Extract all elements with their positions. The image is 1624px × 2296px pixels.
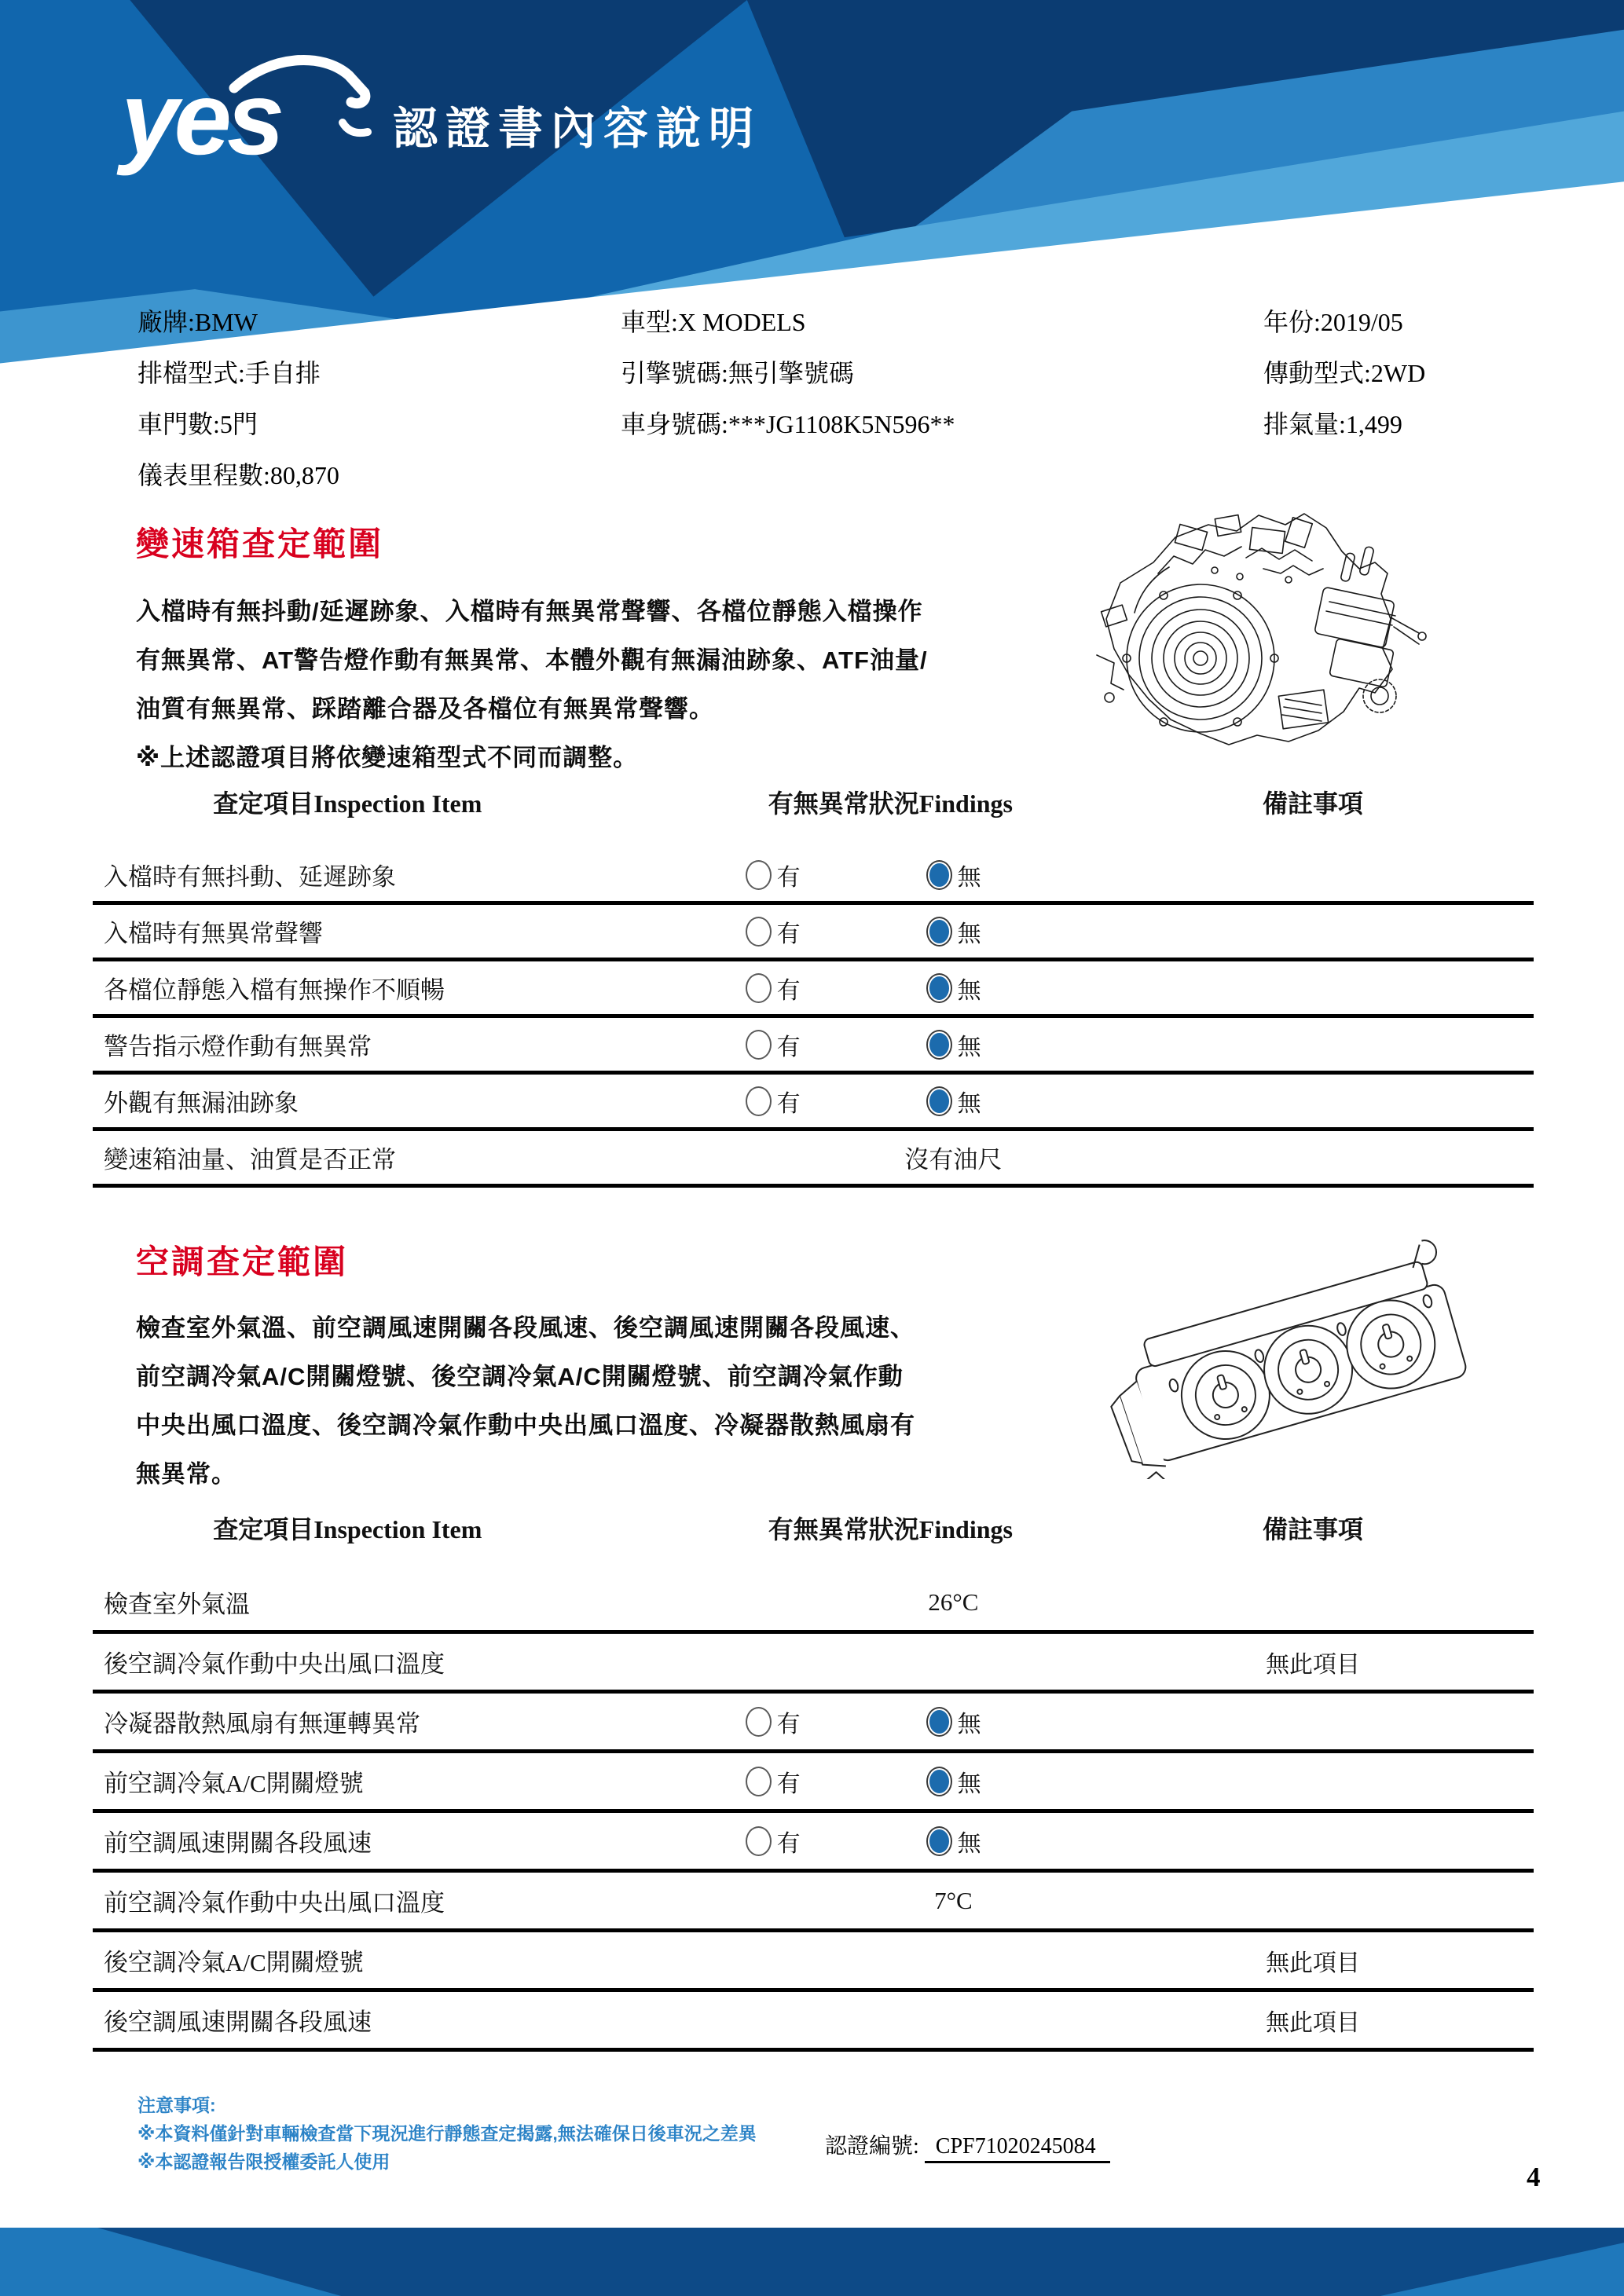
remark-value: 無此項目 — [1266, 1950, 1361, 1976]
radio-option-label: 無 — [957, 1034, 981, 1060]
ac-table — [93, 1510, 1534, 2052]
description-line: 前空調冷氣A/C開關燈號、後空調冷氣A/C開關燈號、前空調冷氣作動 — [136, 1363, 904, 1390]
certificate-number-line — [825, 2129, 1110, 2160]
findings-value: 26°C — [928, 1587, 979, 1616]
description-line: 油質有無異常、踩踏離合器及各檔位有無異常聲響。 — [136, 695, 714, 723]
table-row — [93, 1932, 1534, 1992]
radio-selected-icon — [926, 1826, 952, 1856]
radio-option-none[interactable] — [926, 1824, 981, 1858]
inspection-item-label: 後空調冷氣作動中央出風口溫度 — [104, 1650, 445, 1678]
info-line: 車門數:5門 — [137, 410, 258, 438]
radio-option-label: 有 — [776, 1711, 801, 1738]
radio-selected-icon — [926, 1030, 952, 1060]
inspection-item-label: 入檔時有無異常聲響 — [104, 920, 323, 947]
inspection-item-label: 變速箱油量、油質是否正常 — [104, 1146, 396, 1174]
radio-selected-icon — [926, 1707, 952, 1737]
col-header-findings: 有無異常狀況Findings — [768, 1515, 1013, 1543]
certificate-number-label: 認證編號: — [825, 2134, 919, 2159]
radio-unselected-icon — [746, 917, 772, 947]
table-row — [93, 848, 1534, 905]
radio-option-has[interactable] — [746, 1764, 801, 1799]
table-row — [93, 1992, 1534, 2052]
findings-radio-group — [713, 1824, 1203, 1858]
footer-band — [0, 2228, 1624, 2296]
table-row — [93, 1634, 1534, 1694]
table-row — [93, 1131, 1534, 1188]
radio-option-label: 有 — [776, 864, 801, 891]
description-line: ※上述認證項目將依變速箱型式不同而調整。 — [136, 744, 639, 771]
info-line: 傳動型式:2WD — [1263, 359, 1426, 387]
info-line: 廠牌:BMW — [137, 308, 258, 336]
col-header-item: 查定項目Inspection Item — [213, 1515, 482, 1543]
table-row — [93, 1753, 1534, 1813]
transmission-table — [93, 784, 1534, 1188]
radio-option-label: 無 — [957, 1711, 981, 1738]
table-row — [93, 1018, 1534, 1075]
radio-unselected-icon — [746, 1826, 772, 1856]
note-line: ※本資料僅針對車輛檢查當下現況進行靜態查定揭露,無法確保日後車況之差異 — [137, 2123, 757, 2144]
radio-option-none[interactable] — [926, 914, 981, 949]
notes-title: 注意事項: — [137, 2095, 216, 2115]
info-line: 年份:2019/05 — [1263, 308, 1403, 336]
radio-option-none[interactable] — [926, 1027, 981, 1062]
radio-unselected-icon — [746, 1707, 772, 1737]
radio-option-has[interactable] — [746, 1824, 801, 1858]
remark-value: 無此項目 — [1266, 2009, 1361, 2036]
radio-option-label: 無 — [957, 1830, 981, 1857]
table-row — [93, 1813, 1534, 1873]
ac-section-description — [136, 1304, 915, 1499]
description-line: 檢查室外氣溫、前空調風速開關各段風速、後空調風速開關各段風速、 — [136, 1314, 915, 1342]
col-header-findings: 有無異常狀況Findings — [768, 789, 1013, 818]
radio-unselected-icon — [746, 1086, 772, 1116]
inspection-item-label: 後空調冷氣A/C開關燈號 — [104, 1949, 364, 1976]
info-line: 排氣量:1,499 — [1263, 410, 1402, 438]
ac-control-illustration — [1094, 1208, 1491, 1479]
findings-value: 7°C — [934, 1886, 973, 1914]
vehicle-info-col2 — [621, 297, 955, 450]
page-number: 4 — [1527, 2162, 1541, 2192]
inspection-item-label: 前空調風速開關各段風速 — [104, 1829, 372, 1857]
col-header-remarks: 備註事項 — [1263, 1515, 1364, 1543]
radio-option-label: 有 — [776, 1771, 801, 1797]
findings-radio-group — [713, 1084, 1203, 1119]
findings-radio-group — [713, 858, 1203, 892]
ac-table-body — [93, 1574, 1534, 2052]
inspection-item-label: 後空調風速開關各段風速 — [104, 2009, 372, 2036]
findings-radio-group — [713, 1027, 1203, 1062]
findings-radio-group — [713, 1764, 1203, 1799]
radio-option-none[interactable] — [926, 1084, 981, 1119]
findings-radio-group — [713, 1705, 1203, 1739]
radio-option-has[interactable] — [746, 914, 801, 949]
table-row — [93, 1694, 1534, 1753]
table-row — [93, 905, 1534, 961]
radio-option-none[interactable] — [926, 971, 981, 1005]
radio-selected-icon — [926, 973, 952, 1003]
transmission-table-body — [93, 848, 1534, 1188]
findings-radio-group — [713, 971, 1203, 1005]
notes-lines — [137, 2119, 757, 2176]
page-title: 認證書內容說明 — [393, 104, 761, 154]
radio-selected-icon — [926, 917, 952, 947]
info-line: 儀表里程數:80,870 — [137, 461, 339, 489]
radio-option-label: 有 — [776, 1090, 801, 1117]
description-line: 有無異常、AT警告燈作動有無異常、本體外觀有無漏油跡象、ATF油量/ — [136, 646, 928, 674]
info-line: 車身號碼:***JG1108K5N596** — [621, 410, 955, 438]
certificate-number-value: CPF71020245084 — [925, 2134, 1110, 2163]
transmission-section-title: 變速箱查定範圍 — [136, 525, 384, 562]
transmission-section-description — [136, 588, 928, 782]
radio-option-none[interactable] — [926, 858, 981, 892]
radio-option-has[interactable] — [746, 971, 801, 1005]
table-header-row — [93, 1510, 1534, 1574]
notes-block — [137, 2091, 757, 2176]
radio-selected-icon — [926, 1086, 952, 1116]
inspection-item-label: 入檔時有無抖動、延遲跡象 — [104, 863, 396, 891]
radio-option-label: 無 — [957, 1090, 981, 1117]
table-row — [93, 1075, 1534, 1131]
note-line: ※本認證報告限授權委託人使用 — [137, 2151, 390, 2172]
radio-option-none[interactable] — [926, 1705, 981, 1739]
radio-unselected-icon — [746, 973, 772, 1003]
vehicle-info-col1 — [137, 297, 339, 501]
transmission-illustration — [1083, 501, 1432, 760]
inspection-item-label: 警告指示燈作動有無異常 — [104, 1033, 372, 1060]
findings-radio-group — [713, 914, 1203, 949]
col-header-item: 查定項目Inspection Item — [213, 789, 482, 818]
radio-option-has[interactable] — [746, 858, 801, 892]
radio-unselected-icon — [746, 1767, 772, 1796]
radio-option-label: 有 — [776, 921, 801, 947]
table-row — [93, 1574, 1534, 1634]
inspection-item-label: 前空調冷氣A/C開關燈號 — [104, 1770, 364, 1797]
info-line: 排檔型式:手自排 — [137, 359, 321, 387]
vehicle-info-col3 — [1263, 297, 1425, 450]
table-row — [93, 1873, 1534, 1932]
inspection-item-label: 檢查室外氣溫 — [104, 1591, 250, 1618]
remark-value: 無此項目 — [1266, 1651, 1361, 1678]
col-header-remarks: 備註事項 — [1263, 789, 1364, 818]
logo-text: yes — [121, 60, 280, 176]
info-line: 車型:X MODELS — [621, 308, 806, 336]
radio-option-label: 無 — [957, 864, 981, 891]
inspection-item-label: 前空調冷氣作動中央出風口溫度 — [104, 1889, 445, 1917]
radio-unselected-icon — [746, 860, 772, 890]
radio-option-label: 有 — [776, 1830, 801, 1857]
radio-option-label: 有 — [776, 977, 801, 1004]
radio-option-has[interactable] — [746, 1705, 801, 1739]
inspection-item-label: 冷凝器散熱風扇有無運轉異常 — [104, 1710, 420, 1738]
findings-value: 沒有油尺 — [904, 1146, 1003, 1174]
radio-option-label: 無 — [957, 921, 981, 947]
inspection-item-label: 各檔位靜態入檔有無操作不順暢 — [104, 976, 445, 1004]
logo-wheel-icon — [343, 123, 368, 133]
radio-selected-icon — [926, 1767, 952, 1796]
description-line: 中央出風口溫度、後空調冷氣作動中央出風口溫度、冷凝器散熱風扇有 — [136, 1412, 915, 1439]
radio-selected-icon — [926, 860, 952, 890]
radio-option-label: 無 — [957, 977, 981, 1004]
radio-option-has[interactable] — [746, 1027, 801, 1062]
description-line: 入檔時有無抖動/延遲跡象、入檔時有無異常聲響、各檔位靜態入檔操作 — [136, 598, 923, 625]
inspection-item-label: 外觀有無漏油跡象 — [104, 1089, 299, 1117]
yes-logo — [116, 44, 383, 181]
ac-section-title: 空調查定範圍 — [136, 1243, 349, 1280]
info-line: 引擎號碼:無引擎號碼 — [621, 359, 854, 387]
description-line: 無異常。 — [136, 1460, 236, 1488]
radio-option-none[interactable] — [926, 1764, 981, 1799]
table-header-row — [93, 784, 1534, 848]
table-row — [93, 961, 1534, 1018]
radio-unselected-icon — [746, 1030, 772, 1060]
radio-option-has[interactable] — [746, 1084, 801, 1119]
radio-option-label: 無 — [957, 1771, 981, 1797]
radio-option-label: 有 — [776, 1034, 801, 1060]
